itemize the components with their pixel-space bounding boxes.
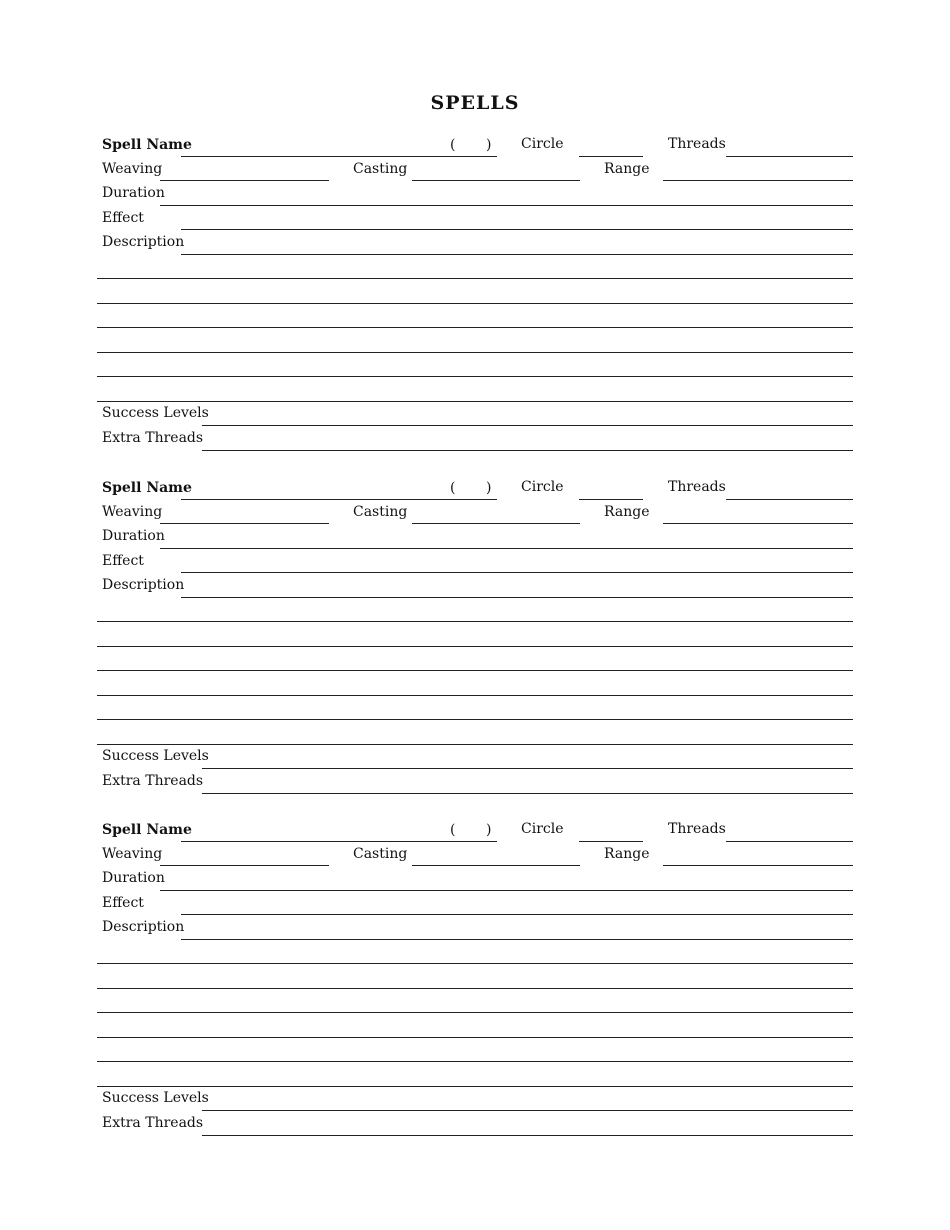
threads-label: Threads: [668, 479, 726, 495]
description-line[interactable]: [97, 352, 853, 353]
spell-name-label: Spell Name: [102, 822, 192, 838]
casting-label: Casting: [353, 504, 408, 520]
description-line[interactable]: [97, 988, 853, 989]
extra-threads-label: Extra Threads: [102, 773, 204, 789]
paren-open: (: [450, 822, 456, 838]
spell-block: [0, 815, 950, 1135]
casting-field[interactable]: [412, 180, 580, 181]
threads-label: Threads: [668, 136, 726, 152]
range-field[interactable]: [663, 180, 853, 181]
success-levels-label: Success Levels: [102, 1090, 209, 1106]
effect-field[interactable]: [181, 914, 853, 915]
spell-name-label: Spell Name: [102, 480, 192, 496]
weaving-label: Weaving: [102, 161, 163, 177]
paren-close: ): [486, 822, 492, 838]
description-line[interactable]: [97, 695, 853, 696]
description-line[interactable]: [97, 621, 853, 622]
circle-label: Circle: [521, 136, 564, 152]
effect-label: Effect: [102, 895, 144, 911]
effect-label: Effect: [102, 210, 144, 226]
extra-threads-label: Extra Threads: [102, 430, 204, 446]
description-line[interactable]: [97, 278, 853, 279]
description-field[interactable]: [181, 597, 853, 598]
extra-threads-label: Extra Threads: [102, 1115, 204, 1131]
paren-close: ): [486, 137, 492, 153]
success-levels-label: Success Levels: [102, 405, 209, 421]
description-label: Description: [102, 919, 185, 935]
description-line[interactable]: [97, 646, 853, 647]
duration-field[interactable]: [160, 205, 853, 206]
circle-label: Circle: [521, 821, 564, 837]
description-line[interactable]: [97, 1012, 853, 1013]
weaving-label: Weaving: [102, 846, 163, 862]
duration-label: Duration: [102, 528, 165, 544]
circle-field[interactable]: [579, 841, 643, 842]
extra-threads-field[interactable]: [202, 1135, 853, 1136]
casting-field[interactable]: [412, 865, 580, 866]
duration-label: Duration: [102, 185, 165, 201]
threads-field[interactable]: [726, 841, 853, 842]
spell-name-label: Spell Name: [102, 137, 192, 153]
description-line[interactable]: [97, 670, 853, 671]
description-line[interactable]: [97, 376, 853, 377]
circle-field[interactable]: [579, 156, 643, 157]
extra-threads-field[interactable]: [202, 450, 853, 451]
spell-name-field[interactable]: [181, 841, 497, 842]
weaving-field[interactable]: [160, 523, 329, 524]
description-line[interactable]: [97, 327, 853, 328]
threads-field[interactable]: [726, 499, 853, 500]
circle-label: Circle: [521, 479, 564, 495]
success-levels-label: Success Levels: [102, 748, 209, 764]
weaving-field[interactable]: [160, 865, 329, 866]
paren-open: (: [450, 137, 456, 153]
description-label: Description: [102, 234, 185, 250]
description-line[interactable]: [97, 1037, 853, 1038]
paren-close: ): [486, 480, 492, 496]
weaving-field[interactable]: [160, 180, 329, 181]
duration-field[interactable]: [160, 548, 853, 549]
paren-open: (: [450, 480, 456, 496]
threads-label: Threads: [668, 821, 726, 837]
weaving-label: Weaving: [102, 504, 163, 520]
circle-field[interactable]: [579, 499, 643, 500]
description-line[interactable]: [97, 963, 853, 964]
spell-name-field[interactable]: [181, 156, 497, 157]
description-label: Description: [102, 577, 185, 593]
range-label: Range: [604, 161, 650, 177]
casting-label: Casting: [353, 161, 408, 177]
duration-label: Duration: [102, 870, 165, 886]
success-levels-field[interactable]: [202, 768, 853, 769]
spell-name-field[interactable]: [181, 499, 497, 500]
casting-label: Casting: [353, 846, 408, 862]
extra-threads-field[interactable]: [202, 793, 853, 794]
effect-field[interactable]: [181, 229, 853, 230]
page-title: SPELLS: [430, 92, 520, 114]
description-line[interactable]: [97, 1061, 853, 1062]
description-field[interactable]: [181, 939, 853, 940]
success-levels-field[interactable]: [202, 1110, 853, 1111]
description-line[interactable]: [97, 1086, 853, 1087]
range-field[interactable]: [663, 523, 853, 524]
duration-field[interactable]: [160, 890, 853, 891]
range-label: Range: [604, 504, 650, 520]
spell-block: [0, 130, 950, 450]
success-levels-field[interactable]: [202, 425, 853, 426]
casting-field[interactable]: [412, 523, 580, 524]
description-line[interactable]: [97, 401, 853, 402]
effect-label: Effect: [102, 553, 144, 569]
effect-field[interactable]: [181, 572, 853, 573]
description-line[interactable]: [97, 744, 853, 745]
description-field[interactable]: [181, 254, 853, 255]
range-label: Range: [604, 846, 650, 862]
threads-field[interactable]: [726, 156, 853, 157]
range-field[interactable]: [663, 865, 853, 866]
description-line[interactable]: [97, 303, 853, 304]
spell-block: [0, 473, 950, 793]
description-line[interactable]: [97, 719, 853, 720]
